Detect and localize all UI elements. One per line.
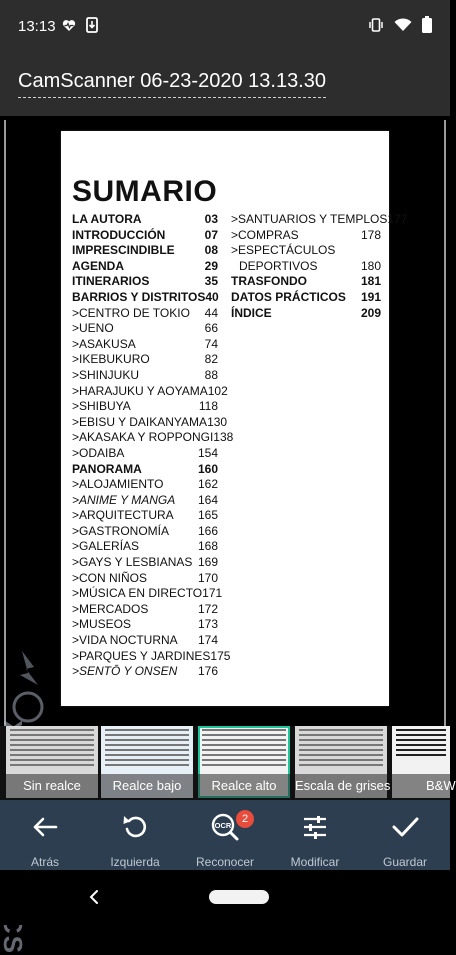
toc-entry-label: >MUSEOS <box>72 617 132 632</box>
filter-thumb[interactable] <box>101 726 193 798</box>
scanned-page <box>61 131 408 706</box>
toc-entry-label: >SHINJUKU <box>72 367 140 382</box>
toc-entry <box>231 306 381 322</box>
toc-entry-page: 169 <box>197 555 218 570</box>
battery-icon <box>422 16 432 33</box>
toc-entry-page: 180 <box>360 258 381 273</box>
ocr-label: Reconocer <box>195 855 255 869</box>
toc-left-column <box>72 212 234 680</box>
toc-entry-label: TRASFONDO <box>231 274 307 289</box>
toc-entry-label: >HARAJUKU Y AOYAMA <box>72 383 208 398</box>
rotate-left-button[interactable] <box>90 800 180 870</box>
toc-entry-page: 209 <box>360 305 381 320</box>
wifi-icon <box>394 18 412 32</box>
rotate-left-icon <box>120 812 150 842</box>
toc-entry-page: 171 <box>202 586 223 601</box>
toc-entry <box>72 321 218 337</box>
toc-entry <box>72 337 218 353</box>
toc-entry-page: 130 <box>207 414 228 429</box>
thumbnail-preview <box>299 729 383 773</box>
filter-label: Sin realce <box>6 774 98 798</box>
toc-entry-label: >SANTUARIOS Y TEMPLOS <box>231 212 388 226</box>
toc-entry-page: 88 <box>204 367 218 382</box>
toc-entry-page: 154 <box>197 445 218 460</box>
toc-entry <box>72 446 218 462</box>
toc-entry-label: IMPRESCINDIBLE <box>72 243 175 258</box>
title-bar <box>0 54 450 116</box>
toc-entry-page: 118 <box>198 399 218 414</box>
action-toolbar <box>0 800 450 870</box>
toc-entry-label: >MÚSICA EN DIRECTO <box>72 586 203 601</box>
filter-label: B&W <box>392 774 450 798</box>
save-label: Guardar <box>382 855 428 869</box>
toc-entry <box>72 290 218 306</box>
toc-entry-page: 174 <box>197 633 218 648</box>
toc-right-column <box>231 212 408 321</box>
toc-entry <box>72 274 218 290</box>
modify-label: Modificar <box>290 855 340 869</box>
toc-entry-page: 160 <box>197 461 218 476</box>
thumbnail-preview <box>202 729 286 773</box>
toc-entry-label: >CENTRO DE TOKIO <box>72 305 190 320</box>
toc-entry-page: 40 <box>205 289 219 304</box>
toc-entry <box>72 399 218 415</box>
status-bar <box>0 0 450 54</box>
toc-entry <box>72 462 218 478</box>
toc-entry-label: LA AUTORA <box>72 212 142 226</box>
toc-entry <box>231 259 381 275</box>
checkmark-icon <box>390 812 420 842</box>
ocr-count-badge: 2 <box>236 810 254 828</box>
ocr-icon-text: OCR <box>214 821 232 830</box>
toc-entry-page: 08 <box>204 243 218 258</box>
toc-entry-page: 44 <box>204 305 218 320</box>
rotate-left-label: Izquierda <box>110 855 160 869</box>
toc-entry <box>72 383 228 400</box>
ocr-button[interactable] <box>180 800 270 870</box>
toc-entry-label: >AKASAKA Y ROPPONGI <box>72 430 214 445</box>
toc-entry-page: 170 <box>197 570 218 585</box>
page-heading: SUMARIO <box>72 175 218 208</box>
toc-entry <box>72 648 231 665</box>
filter-thumb[interactable] <box>392 726 456 798</box>
toc-entry <box>72 368 218 384</box>
filter-label: Realce alto <box>198 774 290 798</box>
filter-thumb[interactable] <box>295 726 391 798</box>
toc-entry <box>231 212 408 228</box>
arrow-left-icon <box>30 812 60 842</box>
toc-entry-label: >ODAIBA <box>72 445 125 460</box>
toc-entry-page: 162 <box>197 477 218 492</box>
nav-back-icon[interactable] <box>88 890 100 904</box>
toc-entry-page: 181 <box>360 274 381 289</box>
toc-entry-page: 29 <box>204 258 218 273</box>
toc-entry-label: >SENTŌ Y ONSEN <box>72 664 178 679</box>
toc-entry <box>72 586 223 602</box>
toc-entry-page: 66 <box>204 321 218 336</box>
toc-entry-label: >SHIBUYA <box>72 399 131 414</box>
toc-entry <box>72 508 218 524</box>
filter-strip[interactable] <box>0 726 456 800</box>
filter-label: Realce bajo <box>101 774 193 798</box>
toc-entry-label: >ASAKUSA <box>72 336 136 351</box>
toc-entry-page: 175 <box>210 648 231 663</box>
toc-entry-label: >EBISU Y DAIKANYAMA <box>72 414 208 429</box>
toc-entry <box>72 212 218 228</box>
toc-entry-label: >MERCADOS <box>72 601 149 616</box>
toc-entry-label: >VIDA NOCTURNA <box>72 633 178 648</box>
status-time: 13:13 <box>18 18 56 35</box>
toc-entry-label: INTRODUCCIÓN <box>72 227 166 242</box>
toc-entry-page: 178 <box>360 227 381 242</box>
toc-entry-label: AGENDA <box>72 258 125 273</box>
toc-entry-label: >ANIME Y MANGA <box>72 492 176 507</box>
toc-entry-label: DATOS PRÁCTICOS <box>231 289 346 304</box>
back-button[interactable] <box>0 800 90 870</box>
toc-entry-label: >IKEBUKURO <box>72 352 150 367</box>
toc-entry <box>72 430 234 446</box>
toc-entry-page: 102 <box>207 383 228 398</box>
toc-entry <box>72 524 218 540</box>
toc-entry <box>72 493 218 509</box>
modify-button[interactable] <box>270 800 360 870</box>
toc-entry <box>72 259 218 275</box>
toc-entry-page: 164 <box>197 492 218 507</box>
toc-entry <box>231 243 381 259</box>
save-button[interactable] <box>360 800 450 870</box>
thumbnail-preview <box>10 729 94 773</box>
vibrate-icon <box>368 17 384 33</box>
toc-entry <box>72 617 218 633</box>
toc-entry <box>72 664 218 680</box>
toc-entry-label: >COMPRAS <box>231 227 299 242</box>
toc-entry <box>72 477 218 493</box>
filter-label: Escala de grises <box>295 774 387 798</box>
toc-entry-page: 138 <box>213 430 234 445</box>
toc-entry-page: 191 <box>360 289 381 304</box>
toc-entry-page: 172 <box>197 601 218 616</box>
toc-entry-page: 173 <box>197 617 218 632</box>
toc-entry <box>231 274 381 290</box>
toc-entry-label: >CON NIÑOS <box>72 570 148 585</box>
sliders-icon <box>300 812 330 842</box>
nav-home-pill[interactable] <box>209 890 269 904</box>
toc-entry-page: 176 <box>197 664 218 679</box>
toc-entry-page: 74 <box>204 336 218 351</box>
toc-entry <box>72 243 218 259</box>
toc-entry-label: >PARQUES Y JARDINES <box>72 648 211 663</box>
thumbnail-preview <box>105 729 189 773</box>
document-title[interactable]: CamScanner 06-23-2020 13.13.30 <box>18 70 326 98</box>
toc-entry-page: 82 <box>204 352 218 367</box>
back-label: Atrás <box>30 855 59 869</box>
toc-entry-label: BARRIOS Y DISTRITOS <box>72 289 206 304</box>
toc-entry-page: 168 <box>197 539 218 554</box>
thumbnail-preview <box>396 729 446 773</box>
filter-thumb[interactable] <box>6 726 98 798</box>
toc-entry-label: >UENO <box>72 321 114 336</box>
toc-entry <box>72 602 218 618</box>
toc-entry <box>72 306 218 322</box>
toc-entry-label: ÍNDICE <box>231 305 272 320</box>
toc-entry-label: DEPORTIVOS <box>239 258 318 273</box>
toc-entry-label: PANORAMA <box>72 461 142 476</box>
heart-pulse-icon <box>62 19 76 32</box>
toc-entry-label: ITINERARIOS <box>72 274 150 289</box>
filter-thumb-selected[interactable] <box>198 726 290 798</box>
toc-entry <box>72 352 218 368</box>
toc-entry-page: 165 <box>197 508 218 523</box>
toc-entry-page: 35 <box>204 274 218 289</box>
toc-entry <box>72 539 218 555</box>
toc-entry-page: 07 <box>204 227 218 242</box>
toc-entry <box>231 228 381 244</box>
toc-entry-label: >GAYS Y LESBIANAS <box>72 555 193 570</box>
toc-entry <box>72 555 218 571</box>
toc-entry <box>72 571 218 587</box>
system-nav-bar <box>0 870 450 925</box>
toc-entry-page: 177 <box>387 212 408 226</box>
toc-entry-label: >ALOJAMIENTO <box>72 477 164 492</box>
toc-entry <box>72 228 218 244</box>
toc-entry <box>72 633 218 649</box>
toc-entry-label: >GASTRONOMÍA <box>72 523 170 538</box>
toc-entry-page: 03 <box>204 212 218 226</box>
download-icon <box>86 17 98 33</box>
toc-entry <box>72 414 228 431</box>
toc-entry-label: >ARQUITECTURA <box>72 508 174 523</box>
toc-entry-page: 166 <box>197 523 218 538</box>
toc-entry-label: >GALERÍAS <box>72 539 140 554</box>
toc-entry-label: >ESPECTÁCULOS <box>231 243 336 258</box>
toc-entry <box>231 290 381 306</box>
